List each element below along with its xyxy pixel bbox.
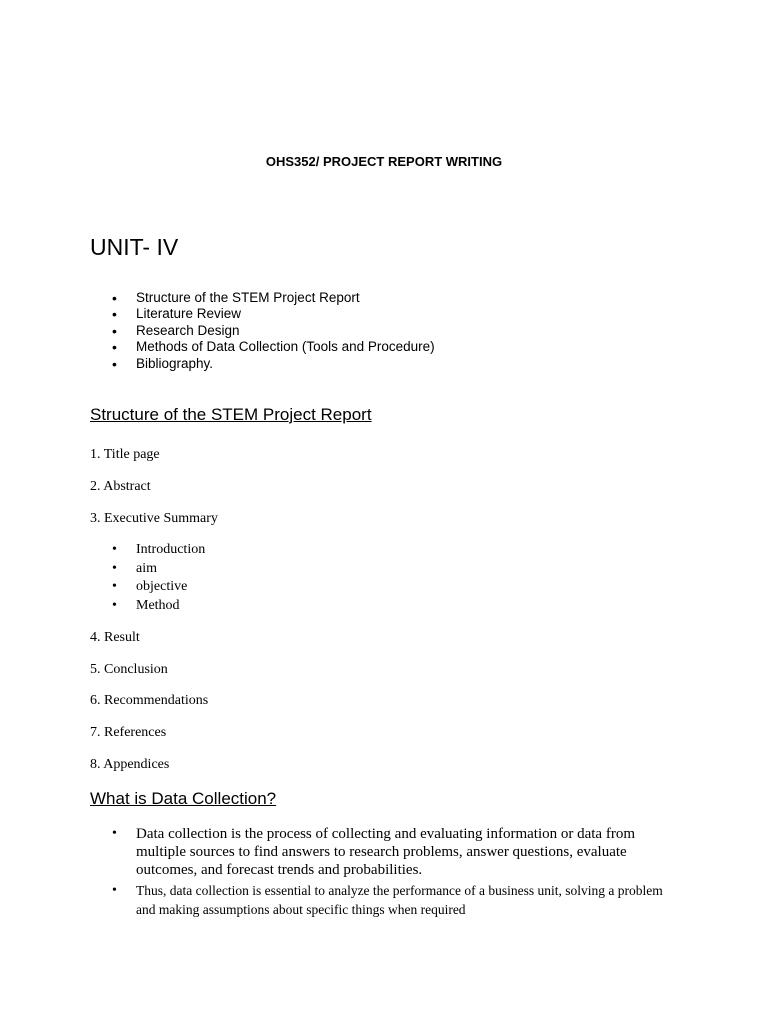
list-item xyxy=(112,306,435,322)
list-item xyxy=(112,541,205,560)
list-item xyxy=(112,578,205,597)
structure-section-heading: Structure of the STEM Project Report xyxy=(90,405,372,424)
list-item xyxy=(112,597,205,616)
data-collection-list xyxy=(112,825,682,919)
topic-text: Literature Review xyxy=(136,306,242,322)
topic-text: Research Design xyxy=(136,322,240,338)
bullet-icon: • xyxy=(112,882,117,898)
bullet-icon: • xyxy=(112,290,117,306)
unit-topics-list xyxy=(112,290,435,372)
bullet-icon: • xyxy=(112,598,117,614)
bullet-icon: • xyxy=(112,542,117,557)
structure-item-conclusion: 5. Conclusion xyxy=(90,662,168,677)
list-item xyxy=(112,881,682,919)
structure-item-executive-summary: 3. Executive Summary xyxy=(90,511,218,526)
structure-item-abstract: 2. Abstract xyxy=(90,479,151,494)
executive-summary-list xyxy=(112,541,205,616)
data-collection-importance: Thus, data collection is essential to analyze the performance of a business unit, solving a problem and making assumptions about specific things when required xyxy=(136,882,663,917)
bullet-icon: • xyxy=(112,560,117,576)
list-item xyxy=(112,825,682,880)
structure-item-recommendations: 6. Recommendations xyxy=(90,693,209,708)
bullet-icon: • xyxy=(112,579,117,595)
structure-item-appendices: 8. Appendices xyxy=(90,757,170,772)
topic-text: Bibliography. xyxy=(136,355,214,371)
list-item xyxy=(112,560,205,579)
course-title: OHS352/ PROJECT REPORT WRITING xyxy=(265,154,503,169)
bullet-icon: • xyxy=(112,306,117,323)
topic-text: Methods of Data Collection (Tools and Procedure) xyxy=(136,339,435,355)
summary-item-text: Method xyxy=(136,598,180,614)
bullet-icon: • xyxy=(112,355,117,372)
unit-heading: UNIT- IV xyxy=(90,234,179,260)
bullet-icon: • xyxy=(112,322,117,339)
data-collection-definition: Data collection is the process of collecting and evaluating information or data from multiple sources to find answers to research problems, answer questions, evaluate outcomes, and forecast trends and probabilities. xyxy=(136,826,635,879)
list-item xyxy=(112,356,435,372)
bullet-icon: • xyxy=(112,339,117,356)
topic-text: Structure of the STEM Project Report xyxy=(136,290,360,305)
summary-item-text: Introduction xyxy=(136,542,206,557)
structure-item-result: 4. Result xyxy=(90,630,140,645)
structure-item-references: 7. References xyxy=(90,725,167,740)
list-item xyxy=(112,339,435,355)
list-item xyxy=(112,290,435,306)
structure-item-title-page: 1. Title page xyxy=(90,447,160,462)
list-item xyxy=(112,323,435,339)
summary-item-text: objective xyxy=(136,579,188,595)
summary-item-text: aim xyxy=(136,560,157,576)
data-collection-heading: What is Data Collection? xyxy=(90,789,277,808)
bullet-icon: • xyxy=(112,826,117,841)
